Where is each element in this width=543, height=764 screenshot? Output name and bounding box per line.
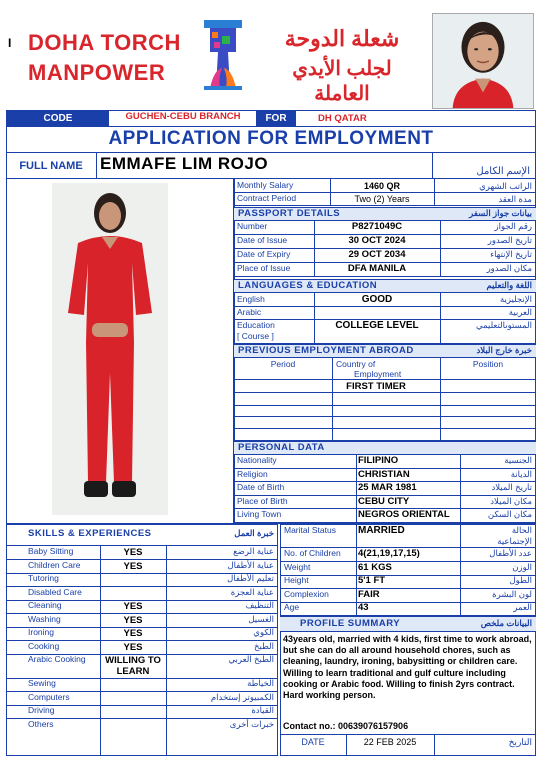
prev-row-line xyxy=(234,428,536,429)
personal-field-label: Living Town xyxy=(237,509,282,519)
passport-field-value: 29 OCT 2034 xyxy=(348,249,406,260)
personal-field-arabic: تاريخ الميلاد xyxy=(491,482,532,492)
skill-arabic: عناية العجزة xyxy=(230,586,274,597)
personal-field-arabic: الجنسية xyxy=(504,455,532,465)
passport-field-value: P8271049C xyxy=(351,221,403,232)
physical-field-label: No. of Children xyxy=(284,548,341,558)
for-label-cell: FOR xyxy=(256,111,296,126)
skill-label: Children Care xyxy=(28,559,81,570)
skill-value: YES xyxy=(123,628,143,639)
skill-arabic: الكمبيوتر إستخدام xyxy=(210,691,274,702)
marital-value: MARRIED xyxy=(358,525,405,536)
lang-col-line xyxy=(440,293,441,343)
headshot-photo xyxy=(432,13,534,109)
skill-arabic: تعليم الأطفال xyxy=(227,573,274,583)
skill-value: YES xyxy=(123,547,143,558)
physical-field-label: Complexion xyxy=(284,588,329,599)
passport-field-label: Place of Issue xyxy=(237,263,291,273)
education-arabic: المستوىالتعليمي xyxy=(476,320,532,330)
english-arabic: الإنجليزية xyxy=(499,294,532,304)
passport-field-arabic: مكان الصدور xyxy=(486,263,532,273)
personal-field-arabic: مكان الميلاد xyxy=(490,495,532,506)
first-timer: FIRST TIMER xyxy=(346,381,406,392)
fullname-arabic: الإسم الكامل xyxy=(476,166,530,177)
physical-field-label: Weight xyxy=(284,561,311,572)
passport-col-line xyxy=(440,221,441,277)
code-label-cell: CODE xyxy=(7,111,109,126)
physical-field-value: FAIR xyxy=(358,588,380,600)
marital-arabic-2: الإجتماعية xyxy=(497,536,532,546)
full-body-photo xyxy=(52,183,168,515)
passport-field-arabic: رقم الجواز xyxy=(494,221,532,231)
physical-field-value: 43 xyxy=(358,602,369,614)
personal-field-label: Place of Birth xyxy=(237,495,288,506)
personal-field-value: CEBU CITY xyxy=(358,495,410,507)
skill-arabic: خبرات أخرى xyxy=(229,718,274,729)
personal-col-line xyxy=(460,455,461,524)
passport-field-label: Date of Expiry xyxy=(237,249,291,259)
profile-text: 43years old, married with 4 kids, first time to work abroad, but she can do all around household chores, such as cleaning, laundry, ironing, babysitting or children care. Willing to learn traditional and gulf culture including cooking or Arabic food. Willing to finish 2yrs contract. Hard working person. xyxy=(283,634,532,701)
skill-value: WILLING TO LEARN xyxy=(105,655,161,677)
skill-arabic: الطبخ العربي xyxy=(228,654,274,664)
company-name-line1: DOHA TORCH xyxy=(28,30,181,55)
skill-arabic: الخياطة xyxy=(247,678,274,688)
contract-arabic: مدة العقد xyxy=(498,194,532,204)
date-label: DATE xyxy=(301,737,325,747)
passport-row-line xyxy=(234,276,536,277)
passport-field-label: Date of Issue xyxy=(237,235,288,245)
skill-label: Ironing xyxy=(28,627,54,637)
arabic-lang-arabic: العربية xyxy=(508,307,532,317)
skill-arabic: عناية الأطفال xyxy=(227,559,274,570)
marital-arabic: الحالة xyxy=(511,525,532,535)
salary-label: Monthly Salary xyxy=(237,180,294,190)
personal-col-line xyxy=(356,455,357,524)
passport-heading: PASSPORT DETAILS xyxy=(238,208,341,219)
skill-arabic: القيادة xyxy=(251,705,274,715)
previous-heading-arabic: خبرة خارج البلاد xyxy=(476,345,532,355)
skill-label: Baby Sitting xyxy=(28,546,74,556)
skill-label: Arabic Cooking xyxy=(28,654,86,664)
date-row-line xyxy=(280,734,536,735)
for-value: DH QATAR xyxy=(318,113,367,124)
physical-field-value: 4(21,19,17,15) xyxy=(358,548,420,559)
fullname-divider xyxy=(96,153,97,179)
languages-heading: LANGUAGES & EDUCATION xyxy=(238,280,378,291)
passport-heading-arabic: بيانات جواز السفر xyxy=(469,208,532,218)
fullname-divider-2 xyxy=(432,153,433,179)
personal-row-line xyxy=(234,522,536,523)
skills-heading-arabic: خبرة العمل xyxy=(234,528,274,538)
salary-col-line xyxy=(434,179,435,205)
contract-label: Contract Period xyxy=(237,193,297,203)
country-header-2: Employment xyxy=(354,369,402,379)
skill-arabic: التنظيف xyxy=(245,600,274,610)
languages-heading-arabic: اللغة والتعليم xyxy=(486,280,532,290)
date-arabic: التاريخ xyxy=(508,737,532,747)
physical-field-label: Age xyxy=(284,602,300,613)
arabic-company-name-line1: شعلة الدوحة xyxy=(284,26,400,51)
skills-heading: SKILLS & EXPERIENCES xyxy=(28,528,152,539)
period-header: Period xyxy=(270,359,296,369)
salary-value: 1460 QR xyxy=(363,181,401,191)
passport-field-value: DFA MANILA xyxy=(347,263,407,274)
personal-heading: PERSONAL DATA xyxy=(238,442,325,453)
personal-field-label: Religion xyxy=(237,468,268,479)
skills-col-line xyxy=(166,545,167,756)
english-value: GOOD xyxy=(361,294,393,305)
physical-field-arabic: العمر xyxy=(513,602,532,613)
salary-row-line xyxy=(234,205,536,206)
passport-field-label: Number xyxy=(237,221,268,231)
passport-field-arabic: تاريخ الصدور xyxy=(487,235,532,245)
skill-label: Computers xyxy=(28,691,70,702)
english-label: English xyxy=(237,294,265,304)
skill-value: YES xyxy=(123,614,143,626)
date-col-line xyxy=(434,734,435,756)
skill-label: Disabled Care xyxy=(28,586,82,597)
passport-col-line xyxy=(314,221,315,277)
prev-row-line xyxy=(234,405,536,406)
arabic-label: Arabic xyxy=(237,307,262,317)
physical-field-value: 5'1 FT xyxy=(358,575,386,587)
passport-field-value: 30 OCT 2024 xyxy=(348,235,406,246)
physical-field-value: 61 KGS xyxy=(358,561,392,573)
fullname-label: FULL NAME xyxy=(19,160,83,172)
country-header: Country of xyxy=(336,359,376,369)
physical-field-label: Height xyxy=(284,575,309,586)
personal-field-label: Date of Birth xyxy=(237,482,285,492)
skill-value: YES xyxy=(123,560,143,572)
skill-label: Driving xyxy=(28,705,55,715)
date-value: 22 FEB 2025 xyxy=(363,737,417,747)
skill-label: Washing xyxy=(28,613,61,624)
skill-arabic: الكوي xyxy=(253,627,274,637)
personal-field-arabic: مكان السكن xyxy=(487,509,532,519)
physical-field-arabic: الطول xyxy=(509,575,532,586)
personal-field-value: FILIPINO xyxy=(358,455,399,466)
arabic-company-name-line2: لجلب الأيدي العاملة xyxy=(292,58,392,105)
skill-arabic: الغسيل xyxy=(248,613,274,624)
personal-field-value: NEGROS ORIENTAL xyxy=(358,509,450,520)
personal-field-label: Nationality xyxy=(237,455,277,465)
skill-label: Sewing xyxy=(28,678,56,688)
skill-value: YES xyxy=(123,601,143,612)
prev-row-line xyxy=(234,379,536,380)
skill-arabic: الطبخ xyxy=(254,640,274,651)
profile-heading-arabic: البيانات ملخص xyxy=(480,618,532,628)
company-name-line2: MANPOWER xyxy=(28,60,166,85)
left-mark: I xyxy=(8,36,12,50)
physical-field-arabic: الوزن xyxy=(512,561,532,572)
profile-heading: PROFILE SUMMARY xyxy=(300,618,401,629)
position-header: Position xyxy=(472,359,504,369)
marital-label: Marital Status xyxy=(284,525,336,535)
form-title: APPLICATION FOR EMPLOYMENT xyxy=(108,128,434,149)
education-value: COLLEGE LEVEL xyxy=(335,320,419,331)
education-course-label: [ Course ] xyxy=(237,331,274,341)
skill-value: YES xyxy=(123,641,143,653)
skill-label: Tutoring xyxy=(28,573,59,583)
education-label: Education xyxy=(237,320,275,330)
salary-arabic: الراتب الشهري xyxy=(479,181,532,191)
prev-row-line xyxy=(234,416,536,417)
skill-label: Others xyxy=(28,718,54,729)
personal-field-arabic: الديانة xyxy=(510,468,532,479)
skill-label: Cooking xyxy=(28,640,60,651)
contract-value: Two (2) Years xyxy=(354,194,410,204)
torch-tower-logo xyxy=(196,18,250,92)
physical-field-arabic: لون البشرة xyxy=(492,588,532,599)
prev-row-line xyxy=(234,392,536,393)
skill-label: Cleaning xyxy=(28,600,62,610)
contact-number: Contact no.: 00639076157906 xyxy=(283,721,409,731)
previous-heading: PREVIOUS EMPLOYMENT ABROAD xyxy=(238,345,414,356)
personal-field-value: 25 MAR 1981 xyxy=(358,482,417,493)
skill-arabic: عناية الرضع xyxy=(233,546,274,556)
fullname-value: EMMAFE LIM ROJO xyxy=(100,154,269,173)
personal-field-value: CHRISTIAN xyxy=(358,468,410,480)
code-value: GUCHEN-CEBU BRANCH xyxy=(125,111,241,122)
physical-field-arabic: عدد الأطفال xyxy=(489,548,532,558)
passport-field-arabic: تاريخ الإنتهاء xyxy=(490,249,532,259)
